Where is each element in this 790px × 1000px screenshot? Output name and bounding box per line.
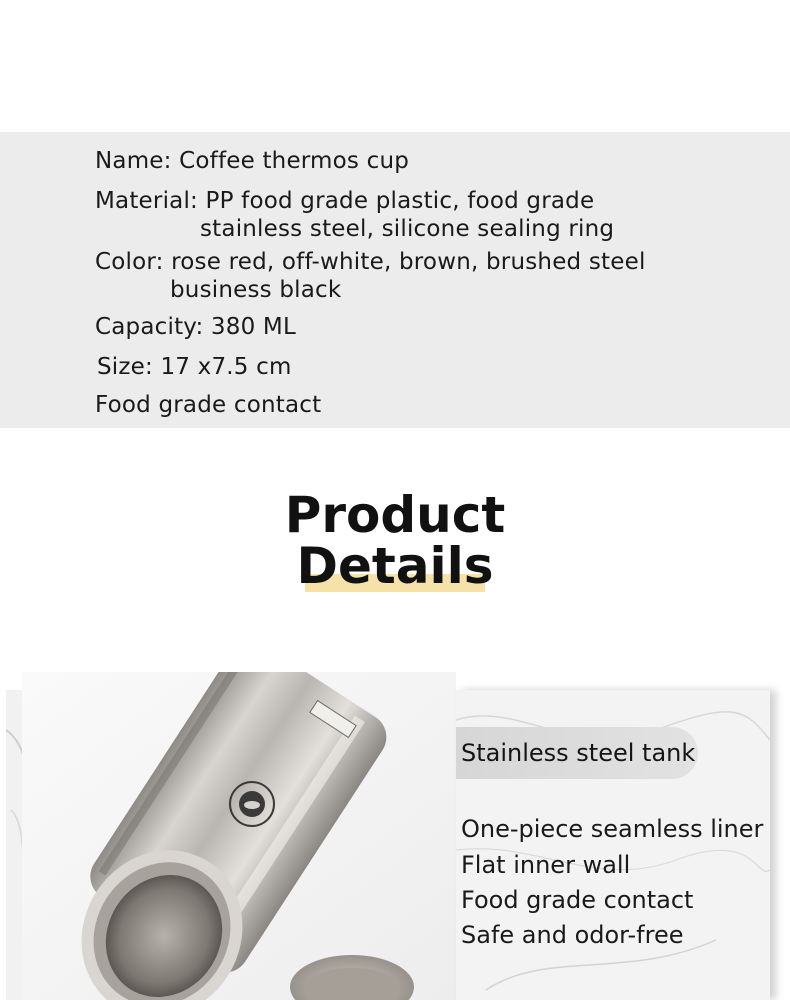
section-title-line1: Product (284, 486, 506, 544)
spec-color: Color: rose red, off-white, brown, brushed steel (95, 249, 646, 275)
spec-panel (0, 132, 790, 428)
spec-name: Name: Coffee thermos cup (95, 148, 410, 174)
section-title-line2: Details (296, 537, 494, 595)
spec-color-cont: business black (170, 277, 342, 303)
product-photo (22, 672, 456, 1000)
feature-item: Food grade contact (461, 886, 694, 914)
feature-item: Flat inner wall (461, 851, 631, 879)
feature-item: One-piece seamless liner (461, 815, 764, 843)
spec-material-cont: stainless steel, silicone sealing ring (200, 216, 615, 242)
spec-capacity: Capacity: 380 ML (95, 314, 296, 340)
spec-size: Size: 17 x7.5 cm (97, 354, 292, 380)
feature-item: Safe and odor-free (461, 921, 684, 949)
feature-heading: Stainless steel tank (461, 739, 696, 767)
spec-contact: Food grade contact (95, 392, 322, 418)
spec-material: Material: PP food grade plastic, food grade (95, 188, 595, 214)
